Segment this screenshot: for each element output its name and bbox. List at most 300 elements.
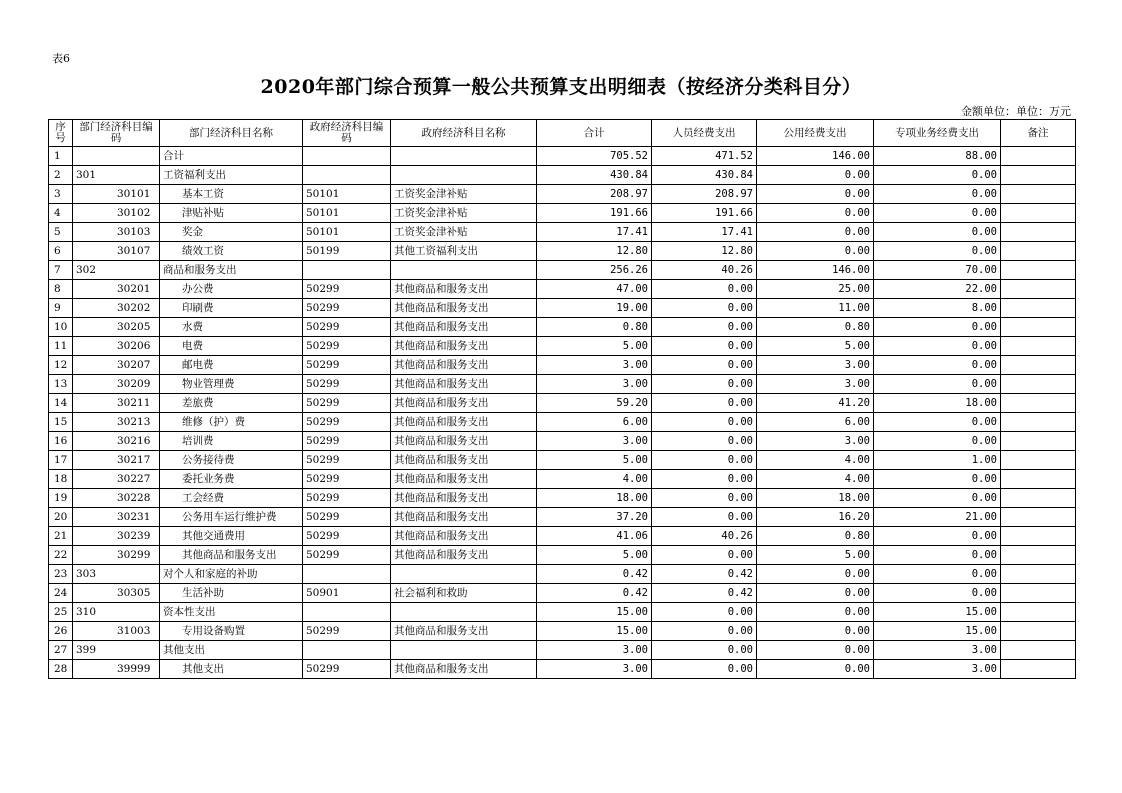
row-gov-code: 50299 xyxy=(303,622,391,641)
row-special: 18.00 xyxy=(874,394,1001,413)
row-public: 25.00 xyxy=(757,280,874,299)
row-public: 5.00 xyxy=(757,546,874,565)
row-dept-name: 其他支出 xyxy=(160,660,303,679)
row-special: 70.00 xyxy=(874,261,1001,280)
table-row xyxy=(49,280,1076,299)
row-gov-name: 工资奖金津补贴 xyxy=(391,204,537,223)
row-personnel: 0.00 xyxy=(652,451,757,470)
row-total: 19.00 xyxy=(537,299,652,318)
row-seq: 26 xyxy=(49,622,73,641)
header-dept-name: 部门经济科目名称 xyxy=(160,120,303,147)
row-public: 0.00 xyxy=(757,584,874,603)
row-dept-name: 奖金 xyxy=(160,223,303,242)
row-dept-code: 310 xyxy=(73,603,160,622)
row-gov-code: 50299 xyxy=(303,432,391,451)
row-gov-name: 工资奖金津补贴 xyxy=(391,223,537,242)
table-row xyxy=(49,527,1076,546)
row-dept-code: 30206 xyxy=(73,337,160,356)
row-seq: 3 xyxy=(49,185,73,204)
row-personnel: 208.97 xyxy=(652,185,757,204)
row-total: 705.52 xyxy=(537,147,652,166)
row-personnel: 0.00 xyxy=(652,603,757,622)
row-dept-code: 30239 xyxy=(73,527,160,546)
row-total: 5.00 xyxy=(537,546,652,565)
row-dept-name: 物业管理费 xyxy=(160,375,303,394)
row-public: 5.00 xyxy=(757,337,874,356)
row-dept-code: 302 xyxy=(73,261,160,280)
row-note xyxy=(1001,204,1076,223)
row-gov-name xyxy=(391,641,537,660)
row-note xyxy=(1001,261,1076,280)
row-seq: 17 xyxy=(49,451,73,470)
row-gov-code: 50299 xyxy=(303,299,391,318)
row-special: 15.00 xyxy=(874,603,1001,622)
row-gov-code: 50299 xyxy=(303,527,391,546)
row-seq: 1 xyxy=(49,147,73,166)
row-public: 146.00 xyxy=(757,147,874,166)
row-dept-name: 资本性支出 xyxy=(160,603,303,622)
row-dept-name: 维修（护）费 xyxy=(160,413,303,432)
row-note xyxy=(1001,451,1076,470)
row-personnel: 0.42 xyxy=(652,584,757,603)
row-special: 15.00 xyxy=(874,622,1001,641)
row-public: 18.00 xyxy=(757,489,874,508)
row-special: 3.00 xyxy=(874,660,1001,679)
row-dept-code: 399 xyxy=(73,641,160,660)
table-row xyxy=(49,622,1076,641)
row-dept-name: 邮电费 xyxy=(160,356,303,375)
row-special: 21.00 xyxy=(874,508,1001,527)
row-personnel: 0.00 xyxy=(652,641,757,660)
table-row xyxy=(49,546,1076,565)
row-note xyxy=(1001,584,1076,603)
row-public: 6.00 xyxy=(757,413,874,432)
row-special: 3.00 xyxy=(874,641,1001,660)
table-body xyxy=(49,147,1076,679)
budget-table xyxy=(48,119,1076,679)
row-dept-code: 30209 xyxy=(73,375,160,394)
row-gov-name: 其他工资福利支出 xyxy=(391,242,537,261)
row-seq: 4 xyxy=(49,204,73,223)
row-public: 146.00 xyxy=(757,261,874,280)
table-row xyxy=(49,185,1076,204)
row-public: 0.00 xyxy=(757,660,874,679)
row-special: 0.00 xyxy=(874,413,1001,432)
row-seq: 20 xyxy=(49,508,73,527)
row-total: 17.41 xyxy=(537,223,652,242)
row-seq: 15 xyxy=(49,413,73,432)
row-gov-name: 工资奖金津补贴 xyxy=(391,185,537,204)
row-total: 3.00 xyxy=(537,375,652,394)
table-row xyxy=(49,394,1076,413)
row-seq: 12 xyxy=(49,356,73,375)
row-total: 208.97 xyxy=(537,185,652,204)
row-note xyxy=(1001,356,1076,375)
row-special: 22.00 xyxy=(874,280,1001,299)
table-row xyxy=(49,223,1076,242)
row-special: 0.00 xyxy=(874,185,1001,204)
row-note xyxy=(1001,223,1076,242)
row-note xyxy=(1001,546,1076,565)
row-seq: 11 xyxy=(49,337,73,356)
row-dept-code: 301 xyxy=(73,166,160,185)
row-gov-code: 50299 xyxy=(303,356,391,375)
row-note xyxy=(1001,413,1076,432)
row-dept-name: 绩效工资 xyxy=(160,242,303,261)
row-dept-name: 专用设备购置 xyxy=(160,622,303,641)
header-note: 备注 xyxy=(1001,120,1076,147)
row-gov-code xyxy=(303,565,391,584)
table-row xyxy=(49,204,1076,223)
row-gov-code: 50101 xyxy=(303,185,391,204)
row-gov-name: 其他商品和服务支出 xyxy=(391,508,537,527)
row-total: 430.84 xyxy=(537,166,652,185)
row-total: 256.26 xyxy=(537,261,652,280)
row-personnel: 0.42 xyxy=(652,565,757,584)
row-total: 5.00 xyxy=(537,451,652,470)
table-row xyxy=(49,166,1076,185)
row-special: 0.00 xyxy=(874,375,1001,394)
row-dept-code: 30107 xyxy=(73,242,160,261)
row-public: 3.00 xyxy=(757,375,874,394)
row-special: 0.00 xyxy=(874,565,1001,584)
row-public: 0.00 xyxy=(757,223,874,242)
row-gov-code: 50299 xyxy=(303,660,391,679)
row-seq: 19 xyxy=(49,489,73,508)
row-dept-code: 30211 xyxy=(73,394,160,413)
row-total: 3.00 xyxy=(537,432,652,451)
row-personnel: 0.00 xyxy=(652,318,757,337)
row-note xyxy=(1001,603,1076,622)
row-personnel: 17.41 xyxy=(652,223,757,242)
row-special: 0.00 xyxy=(874,470,1001,489)
row-special: 0.00 xyxy=(874,337,1001,356)
row-dept-name: 工资福利支出 xyxy=(160,166,303,185)
row-gov-code: 50299 xyxy=(303,337,391,356)
row-personnel: 0.00 xyxy=(652,470,757,489)
table-row xyxy=(49,299,1076,318)
table-row xyxy=(49,242,1076,261)
row-dept-name: 其他交通费用 xyxy=(160,527,303,546)
row-seq: 22 xyxy=(49,546,73,565)
row-dept-name: 办公费 xyxy=(160,280,303,299)
row-gov-name xyxy=(391,603,537,622)
row-gov-name: 其他商品和服务支出 xyxy=(391,546,537,565)
row-gov-name: 其他商品和服务支出 xyxy=(391,413,537,432)
row-dept-name: 公务接待费 xyxy=(160,451,303,470)
table-row xyxy=(49,451,1076,470)
row-gov-code: 50199 xyxy=(303,242,391,261)
row-special: 88.00 xyxy=(874,147,1001,166)
row-note xyxy=(1001,375,1076,394)
row-note xyxy=(1001,565,1076,584)
row-seq: 21 xyxy=(49,527,73,546)
row-gov-code xyxy=(303,641,391,660)
row-gov-name: 其他商品和服务支出 xyxy=(391,356,537,375)
row-dept-code: 30227 xyxy=(73,470,160,489)
row-gov-code: 50101 xyxy=(303,223,391,242)
table-row xyxy=(49,660,1076,679)
row-gov-name: 其他商品和服务支出 xyxy=(391,280,537,299)
row-personnel: 0.00 xyxy=(652,432,757,451)
row-dept-name: 印刷费 xyxy=(160,299,303,318)
row-gov-code: 50299 xyxy=(303,546,391,565)
row-dept-code: 30101 xyxy=(73,185,160,204)
row-public: 0.00 xyxy=(757,603,874,622)
row-gov-code xyxy=(303,147,391,166)
row-public: 4.00 xyxy=(757,470,874,489)
table-row xyxy=(49,375,1076,394)
row-special: 0.00 xyxy=(874,546,1001,565)
row-total: 47.00 xyxy=(537,280,652,299)
row-total: 15.00 xyxy=(537,622,652,641)
row-dept-code: 30207 xyxy=(73,356,160,375)
header-special: 专项业务经费支出 xyxy=(874,120,1001,147)
row-dept-name: 工会经费 xyxy=(160,489,303,508)
table-row xyxy=(49,508,1076,527)
row-personnel: 471.52 xyxy=(652,147,757,166)
row-gov-name: 其他商品和服务支出 xyxy=(391,394,537,413)
row-seq: 24 xyxy=(49,584,73,603)
row-total: 59.20 xyxy=(537,394,652,413)
row-total: 5.00 xyxy=(537,337,652,356)
row-public: 0.00 xyxy=(757,204,874,223)
row-personnel: 0.00 xyxy=(652,622,757,641)
row-note xyxy=(1001,242,1076,261)
row-dept-name: 电费 xyxy=(160,337,303,356)
row-gov-code: 50901 xyxy=(303,584,391,603)
row-seq: 5 xyxy=(49,223,73,242)
row-dept-code: 30103 xyxy=(73,223,160,242)
row-public: 0.00 xyxy=(757,565,874,584)
row-special: 0.00 xyxy=(874,242,1001,261)
row-gov-name: 其他商品和服务支出 xyxy=(391,432,537,451)
row-total: 0.42 xyxy=(537,584,652,603)
row-gov-name: 其他商品和服务支出 xyxy=(391,622,537,641)
header-total: 合计 xyxy=(537,120,652,147)
row-dept-code: 30228 xyxy=(73,489,160,508)
row-special: 0.00 xyxy=(874,223,1001,242)
row-dept-code: 30299 xyxy=(73,546,160,565)
header-dept-code: 部门经济科目编码 xyxy=(73,120,160,147)
table-row xyxy=(49,261,1076,280)
unit-label: 金额单位：单位：万元 xyxy=(961,105,1071,118)
row-total: 0.80 xyxy=(537,318,652,337)
header-public: 公用经费支出 xyxy=(757,120,874,147)
row-note xyxy=(1001,641,1076,660)
row-special: 0.00 xyxy=(874,356,1001,375)
row-gov-name: 社会福利和救助 xyxy=(391,584,537,603)
row-note xyxy=(1001,166,1076,185)
table-row xyxy=(49,318,1076,337)
row-personnel: 430.84 xyxy=(652,166,757,185)
row-personnel: 0.00 xyxy=(652,508,757,527)
row-dept-code: 39999 xyxy=(73,660,160,679)
row-gov-name: 其他商品和服务支出 xyxy=(391,660,537,679)
header-gov-name: 政府经济科目名称 xyxy=(391,120,537,147)
row-public: 0.80 xyxy=(757,318,874,337)
row-gov-name: 其他商品和服务支出 xyxy=(391,527,537,546)
row-personnel: 191.66 xyxy=(652,204,757,223)
row-gov-code xyxy=(303,166,391,185)
row-seq: 25 xyxy=(49,603,73,622)
row-note xyxy=(1001,660,1076,679)
row-note xyxy=(1001,394,1076,413)
row-dept-code: 303 xyxy=(73,565,160,584)
row-note xyxy=(1001,318,1076,337)
row-gov-code: 50299 xyxy=(303,318,391,337)
row-dept-code: 30102 xyxy=(73,204,160,223)
table-number-label: 表6 xyxy=(52,52,70,65)
row-personnel: 0.00 xyxy=(652,299,757,318)
row-gov-name xyxy=(391,166,537,185)
row-public: 0.00 xyxy=(757,242,874,261)
row-note xyxy=(1001,280,1076,299)
header-gov-code: 政府经济科目编码 xyxy=(303,120,391,147)
row-public: 4.00 xyxy=(757,451,874,470)
row-personnel: 0.00 xyxy=(652,375,757,394)
row-seq: 27 xyxy=(49,641,73,660)
row-gov-name: 其他商品和服务支出 xyxy=(391,375,537,394)
row-special: 0.00 xyxy=(874,204,1001,223)
row-dept-name: 商品和服务支出 xyxy=(160,261,303,280)
row-seq: 14 xyxy=(49,394,73,413)
row-note xyxy=(1001,432,1076,451)
table-row xyxy=(49,565,1076,584)
row-dept-name: 水费 xyxy=(160,318,303,337)
row-total: 4.00 xyxy=(537,470,652,489)
table-row xyxy=(49,641,1076,660)
row-gov-code: 50299 xyxy=(303,489,391,508)
row-public: 0.00 xyxy=(757,185,874,204)
row-note xyxy=(1001,147,1076,166)
row-note xyxy=(1001,527,1076,546)
row-dept-name: 基本工资 xyxy=(160,185,303,204)
row-gov-code: 50299 xyxy=(303,470,391,489)
row-seq: 7 xyxy=(49,261,73,280)
row-dept-code: 30305 xyxy=(73,584,160,603)
row-dept-name: 公务用车运行维护费 xyxy=(160,508,303,527)
table-row xyxy=(49,147,1076,166)
row-dept-code: 30213 xyxy=(73,413,160,432)
row-special: 0.00 xyxy=(874,584,1001,603)
row-public: 41.20 xyxy=(757,394,874,413)
row-special: 0.00 xyxy=(874,432,1001,451)
row-special: 8.00 xyxy=(874,299,1001,318)
row-dept-name: 差旅费 xyxy=(160,394,303,413)
row-gov-code: 50101 xyxy=(303,204,391,223)
row-note xyxy=(1001,185,1076,204)
row-note xyxy=(1001,508,1076,527)
row-personnel: 0.00 xyxy=(652,489,757,508)
row-seq: 6 xyxy=(49,242,73,261)
row-note xyxy=(1001,337,1076,356)
header-seq: 序号 xyxy=(49,120,73,147)
header-personnel: 人员经费支出 xyxy=(652,120,757,147)
row-dept-name: 对个人和家庭的补助 xyxy=(160,565,303,584)
row-special: 1.00 xyxy=(874,451,1001,470)
row-note xyxy=(1001,489,1076,508)
row-dept-code: 30205 xyxy=(73,318,160,337)
row-gov-code xyxy=(303,261,391,280)
row-dept-code xyxy=(73,147,160,166)
row-public: 0.00 xyxy=(757,166,874,185)
row-seq: 10 xyxy=(49,318,73,337)
row-personnel: 12.80 xyxy=(652,242,757,261)
row-gov-code: 50299 xyxy=(303,508,391,527)
row-total: 6.00 xyxy=(537,413,652,432)
row-dept-code: 30231 xyxy=(73,508,160,527)
table-row xyxy=(49,603,1076,622)
row-gov-name: 其他商品和服务支出 xyxy=(391,489,537,508)
row-gov-code: 50299 xyxy=(303,280,391,299)
row-gov-name xyxy=(391,147,537,166)
row-public: 11.00 xyxy=(757,299,874,318)
row-seq: 13 xyxy=(49,375,73,394)
row-gov-code: 50299 xyxy=(303,375,391,394)
row-gov-name: 其他商品和服务支出 xyxy=(391,318,537,337)
row-total: 3.00 xyxy=(537,660,652,679)
row-personnel: 0.00 xyxy=(652,660,757,679)
row-gov-name xyxy=(391,565,537,584)
row-total: 12.80 xyxy=(537,242,652,261)
row-dept-name: 生活补助 xyxy=(160,584,303,603)
row-personnel: 40.26 xyxy=(652,527,757,546)
row-public: 0.00 xyxy=(757,641,874,660)
row-seq: 18 xyxy=(49,470,73,489)
row-dept-name: 委托业务费 xyxy=(160,470,303,489)
row-total: 3.00 xyxy=(537,356,652,375)
page-title: 2020年部门综合预算一般公共预算支出明细表（按经济分类科目分） xyxy=(260,76,862,98)
row-dept-name: 其他商品和服务支出 xyxy=(160,546,303,565)
row-personnel: 0.00 xyxy=(652,337,757,356)
row-gov-code: 50299 xyxy=(303,394,391,413)
row-public: 16.20 xyxy=(757,508,874,527)
row-special: 0.00 xyxy=(874,166,1001,185)
row-total: 15.00 xyxy=(537,603,652,622)
row-special: 0.00 xyxy=(874,318,1001,337)
row-seq: 2 xyxy=(49,166,73,185)
row-seq: 23 xyxy=(49,565,73,584)
row-total: 3.00 xyxy=(537,641,652,660)
row-gov-name xyxy=(391,261,537,280)
row-gov-name: 其他商品和服务支出 xyxy=(391,337,537,356)
row-total: 0.42 xyxy=(537,565,652,584)
row-seq: 8 xyxy=(49,280,73,299)
row-dept-code: 31003 xyxy=(73,622,160,641)
row-special: 0.00 xyxy=(874,527,1001,546)
row-public: 3.00 xyxy=(757,356,874,375)
row-total: 191.66 xyxy=(537,204,652,223)
table-row xyxy=(49,489,1076,508)
table-row xyxy=(49,337,1076,356)
row-personnel: 40.26 xyxy=(652,261,757,280)
row-gov-code xyxy=(303,603,391,622)
row-personnel: 0.00 xyxy=(652,280,757,299)
row-personnel: 0.00 xyxy=(652,413,757,432)
row-public: 0.80 xyxy=(757,527,874,546)
row-total: 18.00 xyxy=(537,489,652,508)
row-seq: 28 xyxy=(49,660,73,679)
row-gov-name: 其他商品和服务支出 xyxy=(391,451,537,470)
row-gov-name: 其他商品和服务支出 xyxy=(391,470,537,489)
row-dept-code: 30202 xyxy=(73,299,160,318)
table-row xyxy=(49,413,1076,432)
row-note xyxy=(1001,622,1076,641)
row-gov-code: 50299 xyxy=(303,451,391,470)
row-gov-code: 50299 xyxy=(303,413,391,432)
row-dept-name: 津贴补贴 xyxy=(160,204,303,223)
